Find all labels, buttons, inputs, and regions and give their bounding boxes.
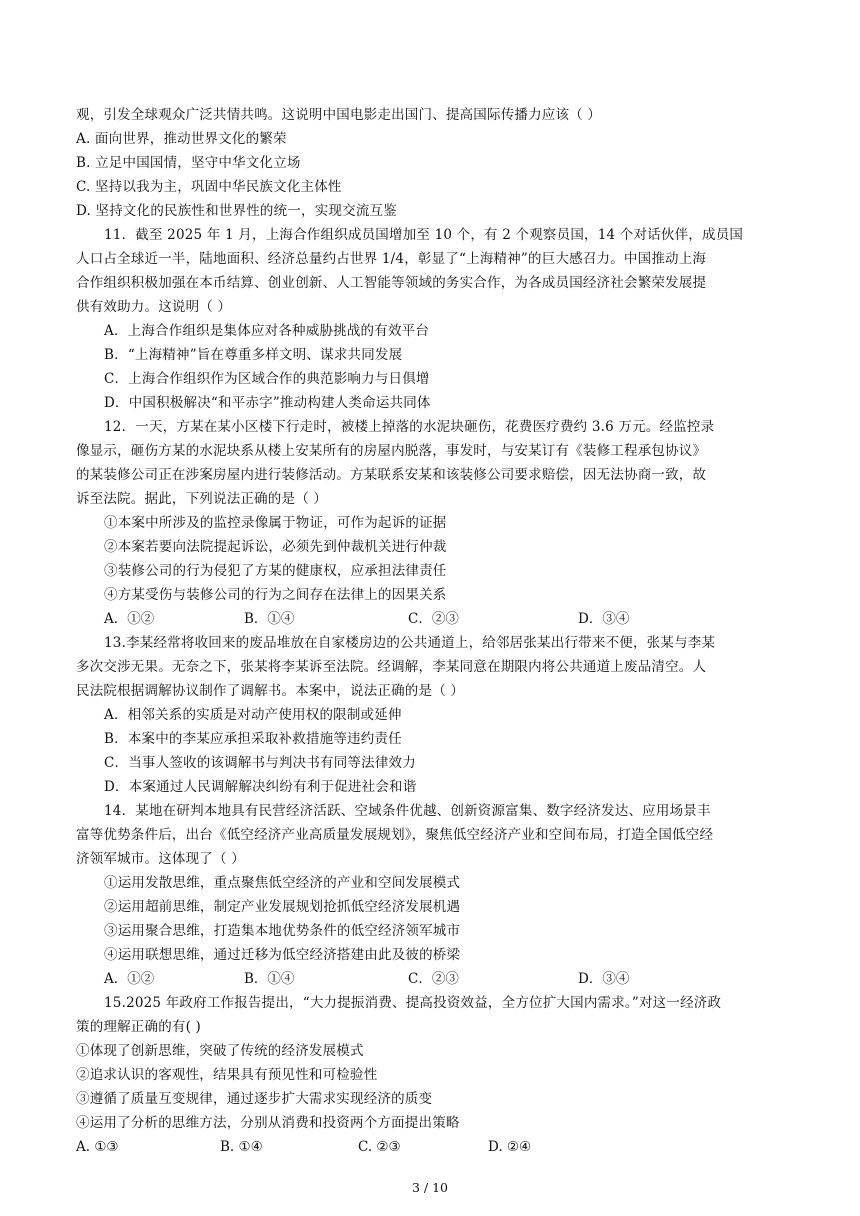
question-stem: 人口占全球近一半，陆地面积、经济总量约占世界 1/4，彰显了“上海精神”的巨大感召力。中国推动上海 (76, 251, 707, 267)
question-stem: 民法院根据调解协议制作了调解书。本案中，说法正确的是（ ） (76, 683, 465, 699)
statement-4: ④运用联想思维，通过迁移为低空经济搭建由此及彼的桥梁 (104, 947, 461, 963)
option-b: B．本案中的李某应承担采取补救措施等违约责任 (104, 731, 402, 747)
statement-3: ③运用聚合思维，打造集本地优势条件的低空经济领军城市 (104, 923, 461, 939)
option-d: D．本案通过人民调解解决纠纷有利于促进社会和谐 (104, 779, 417, 795)
question-stem: 的某装修公司正在涉案房屋内进行装修活动。方某联系安某和该装修公司要求赔偿，因无法协商一致，故 (76, 467, 707, 483)
option-d: D. ②④ (488, 1139, 532, 1155)
question-stem: 供有效助力。这说明（ ） (76, 299, 232, 315)
option-c: C. 坚持以我为主，巩固中华民族文化主体性 (76, 179, 342, 195)
option-a: A．①② (104, 971, 155, 987)
option-d: D. 坚持文化的民族性和世界性的统一，实现交流互鉴 (76, 203, 397, 219)
question-stem: 多次交涉无果。无奈之下，张某将李某诉至法院。经调解，李某同意在期限内将公共通道上废品清空。人 (76, 659, 707, 675)
option-c: C．②③ (408, 971, 459, 987)
option-d: D．③④ (578, 611, 630, 627)
question-stem: 像显示，砸伤方某的水泥块系从楼上安某所有的房屋内脱落，事发时，与安某订有《装修工程承包协议》 (76, 443, 707, 459)
option-c: C．上海合作组织作为区域合作的典范影响力与日俱增 (104, 371, 430, 387)
option-a: A．相邻关系的实质是对动产使用权的限制或延伸 (104, 707, 402, 723)
question-stem: 诉至法院。据此，下列说法正确的是（ ） (76, 491, 328, 507)
question-stem: 11．截至 2025 年 1 月，上海合作组织成员国增加至 10 个，有 2 个观察员国，14 个对话伙伴，成员国 (104, 227, 744, 243)
option-a: A．①② (104, 611, 155, 627)
option-a: A. ①③ (76, 1139, 119, 1155)
statement-2: ②运用超前思维，制定产业发展规划抢抓低空经济发展机遇 (104, 899, 461, 915)
option-d: D．中国积极解决“和平赤字”推动构建人类命运共同体 (104, 395, 431, 411)
option-d: D．③④ (578, 971, 630, 987)
question-stem: 济领军城市。这体现了（ ） (76, 851, 245, 867)
option-c: C. ②③ (358, 1139, 401, 1155)
option-b: B．“上海精神”旨在尊重多样文明、谋求共同发展 (104, 347, 403, 363)
statement-3: ③遵循了质量互变规律，通过逐步扩大需求实现经济的质变 (76, 1091, 433, 1107)
statement-3: ③装修公司的行为侵犯了方某的健康权，应承担法律责任 (104, 563, 447, 579)
option-a: A．上海合作组织是集体应对各种威胁挑战的有效平台 (104, 323, 430, 339)
option-b: B．①④ (244, 611, 295, 627)
question-stem: 15.2025 年政府工作报告提出，“大力提振消费、提高投资效益，全方位扩大国内需求。”对这一经济政 (104, 995, 722, 1011)
statement-1: ①体现了创新思维，突破了传统的经济发展模式 (76, 1043, 364, 1059)
question-stem: 13.李某经常将收回来的废品堆放在自家楼房边的公共通道上，给邻居张某出行带来不便，张某与李某 (104, 635, 716, 651)
statement-4: ④运用了分析的思维方法，分别从消费和投资两个方面提出策略 (76, 1115, 460, 1131)
question-stem: 14．某地在研判本地具有民营经济活跃、空域条件优越、创新资源富集、数字经济发达、应用场景丰 (104, 803, 711, 819)
statement-1: ①本案中所涉及的监控录像属于物证，可作为起诉的证据 (104, 515, 447, 531)
statement-1: ①运用发散思维，重点聚焦低空经济的产业和空间发展模式 (104, 875, 461, 891)
option-b: B. 立足中国国情，坚守中华文化立场 (76, 155, 301, 171)
statement-2: ②本案若要向法院提起诉讼，必须先到仲裁机关进行仲裁 (104, 539, 447, 555)
option-c: C．②③ (408, 611, 459, 627)
statement-4: ④方某受伤与装修公司的行为之间存在法律上的因果关系 (104, 587, 447, 603)
question-stem: 策的理解正确的有( ) (76, 1019, 202, 1035)
statement-2: ②追求认识的客观性，结果具有预见性和可检验性 (76, 1067, 378, 1083)
page-number: 3 / 10 (411, 1180, 449, 1195)
text-line: 观，引发全球观众广泛共情共鸣。这说明中国电影走出国门、提高国际传播力应该（ ） (76, 107, 602, 123)
option-b: B．①④ (244, 971, 295, 987)
question-stem: 合作组织积极加强在本币结算、创业创新、人工智能等领域的务实合作，为各成员国经济社会繁荣发展提 (76, 275, 707, 291)
option-c: C．当事人签收的该调解书与判决书有同等法律效力 (104, 755, 416, 771)
option-a: A. 面向世界，推动世界文化的繁荣 (76, 131, 287, 147)
option-b: B. ①④ (220, 1139, 263, 1155)
question-stem: 富等优势条件后，出台《低空经济产业高质量发展规划》，聚焦低空经济产业和空间布局，打造全国低空经 (76, 827, 714, 843)
question-stem: 12．一天，方某在某小区楼下行走时，被楼上掉落的水泥块砸伤，花费医疗费约 3.6 万元。经监控录 (104, 419, 715, 435)
